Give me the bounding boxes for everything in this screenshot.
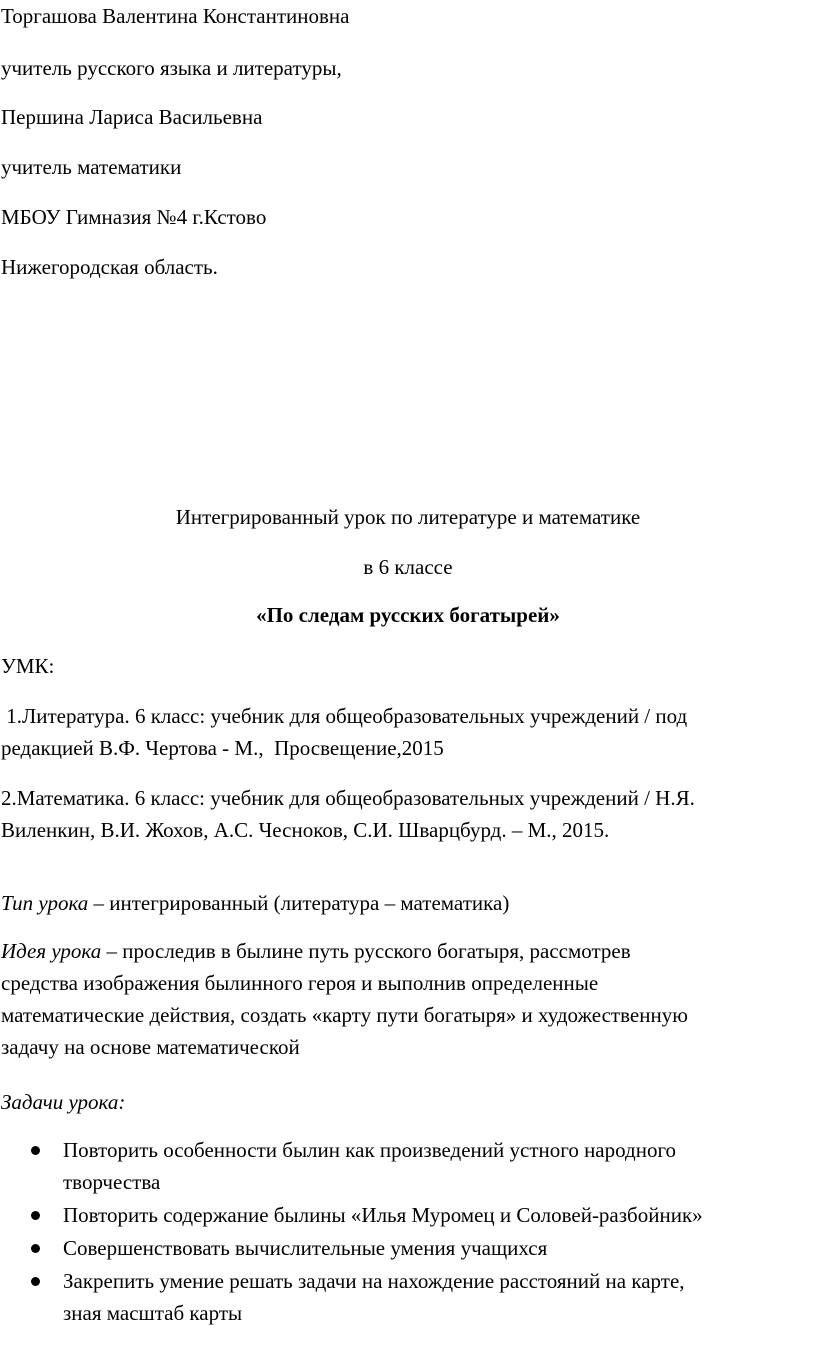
lesson-idea-line4: задачу на основе математической [1, 1035, 300, 1059]
task-4-line1: Закрепить умение решать задачи на нахождение расстояний на карте, [63, 1269, 685, 1293]
bullet-icon [31, 1244, 40, 1253]
umk-item-2 [1, 782, 813, 846]
lesson-idea-line2: средства изображения былинного героя и выполнив определенные [1, 971, 599, 995]
umk-label: УМК: [1, 654, 55, 678]
tasks-list [0, 1134, 816, 1330]
list-item [0, 1265, 816, 1329]
author1-role: учитель русского языка и литературы, [1, 56, 342, 80]
task-2-line1: Повторить содержание былины «Илья Муромец и Соловей-разбойник» [63, 1203, 703, 1227]
author2-role: учитель математики [1, 155, 182, 179]
task-4-line2: зная масштаб карты [63, 1301, 243, 1325]
bullet-icon [31, 1277, 40, 1286]
umk-item-2-line1: 2.Математика. 6 класс: учебник для общеобразовательных учреждений / Н.Я. [1, 786, 695, 810]
umk-item-1 [1, 700, 813, 764]
lesson-type-text: – интегрированный (литература – математика) [88, 891, 510, 915]
task-3-line1: Совершенствовать вычислительные умения учащихся [63, 1236, 548, 1260]
lesson-idea-line1: – проследив в былине путь русского богатыря, рассмотрев [101, 939, 631, 963]
lesson-idea [1, 935, 813, 1063]
lesson-idea-label: Идея урока [1, 939, 102, 963]
lesson-type [1, 887, 813, 919]
list-item [0, 1232, 816, 1264]
bullet-icon [31, 1211, 40, 1220]
task-1-line2: творчества [63, 1170, 161, 1194]
lesson-type-label: Тип урока [1, 891, 89, 915]
list-item [0, 1199, 816, 1231]
umk-item-2-line2: Виленкин, В.И. Жохов, А.С. Чесноков, С.И. Шварцбурд. – М., 2015. [1, 818, 610, 842]
umk-item-1-line2: редакцией В.Ф. Чертова - М., Просвещение,2015 [1, 736, 444, 760]
author2-name: Першина Лариса Васильевна [1, 105, 263, 129]
umk-item-1-line1: 1.Литература. 6 класс: учебник для общеобразовательных учреждений / под [1, 704, 688, 728]
list-item [0, 1134, 816, 1198]
author1-name: Торгашова Валентина Константиновна [1, 4, 350, 28]
lesson-topic: «По следам русских богатырей» [256, 603, 560, 627]
region-name: Нижегородская область. [1, 255, 218, 279]
tasks-label: Задачи урока: [1, 1090, 126, 1114]
bullet-icon [31, 1146, 40, 1155]
lesson-title-line2: в 6 классе [363, 555, 453, 579]
lesson-title-line1: Интегрированный урок по литературе и математике [175, 505, 641, 529]
task-1-line1: Повторить особенности былин как произведений устного народного [63, 1138, 677, 1162]
lesson-idea-line3: математические действия, создать «карту пути богатыря» и художественную [1, 1003, 688, 1027]
school-name: МБОУ Гимназия №4 г.Кстово [1, 205, 267, 229]
